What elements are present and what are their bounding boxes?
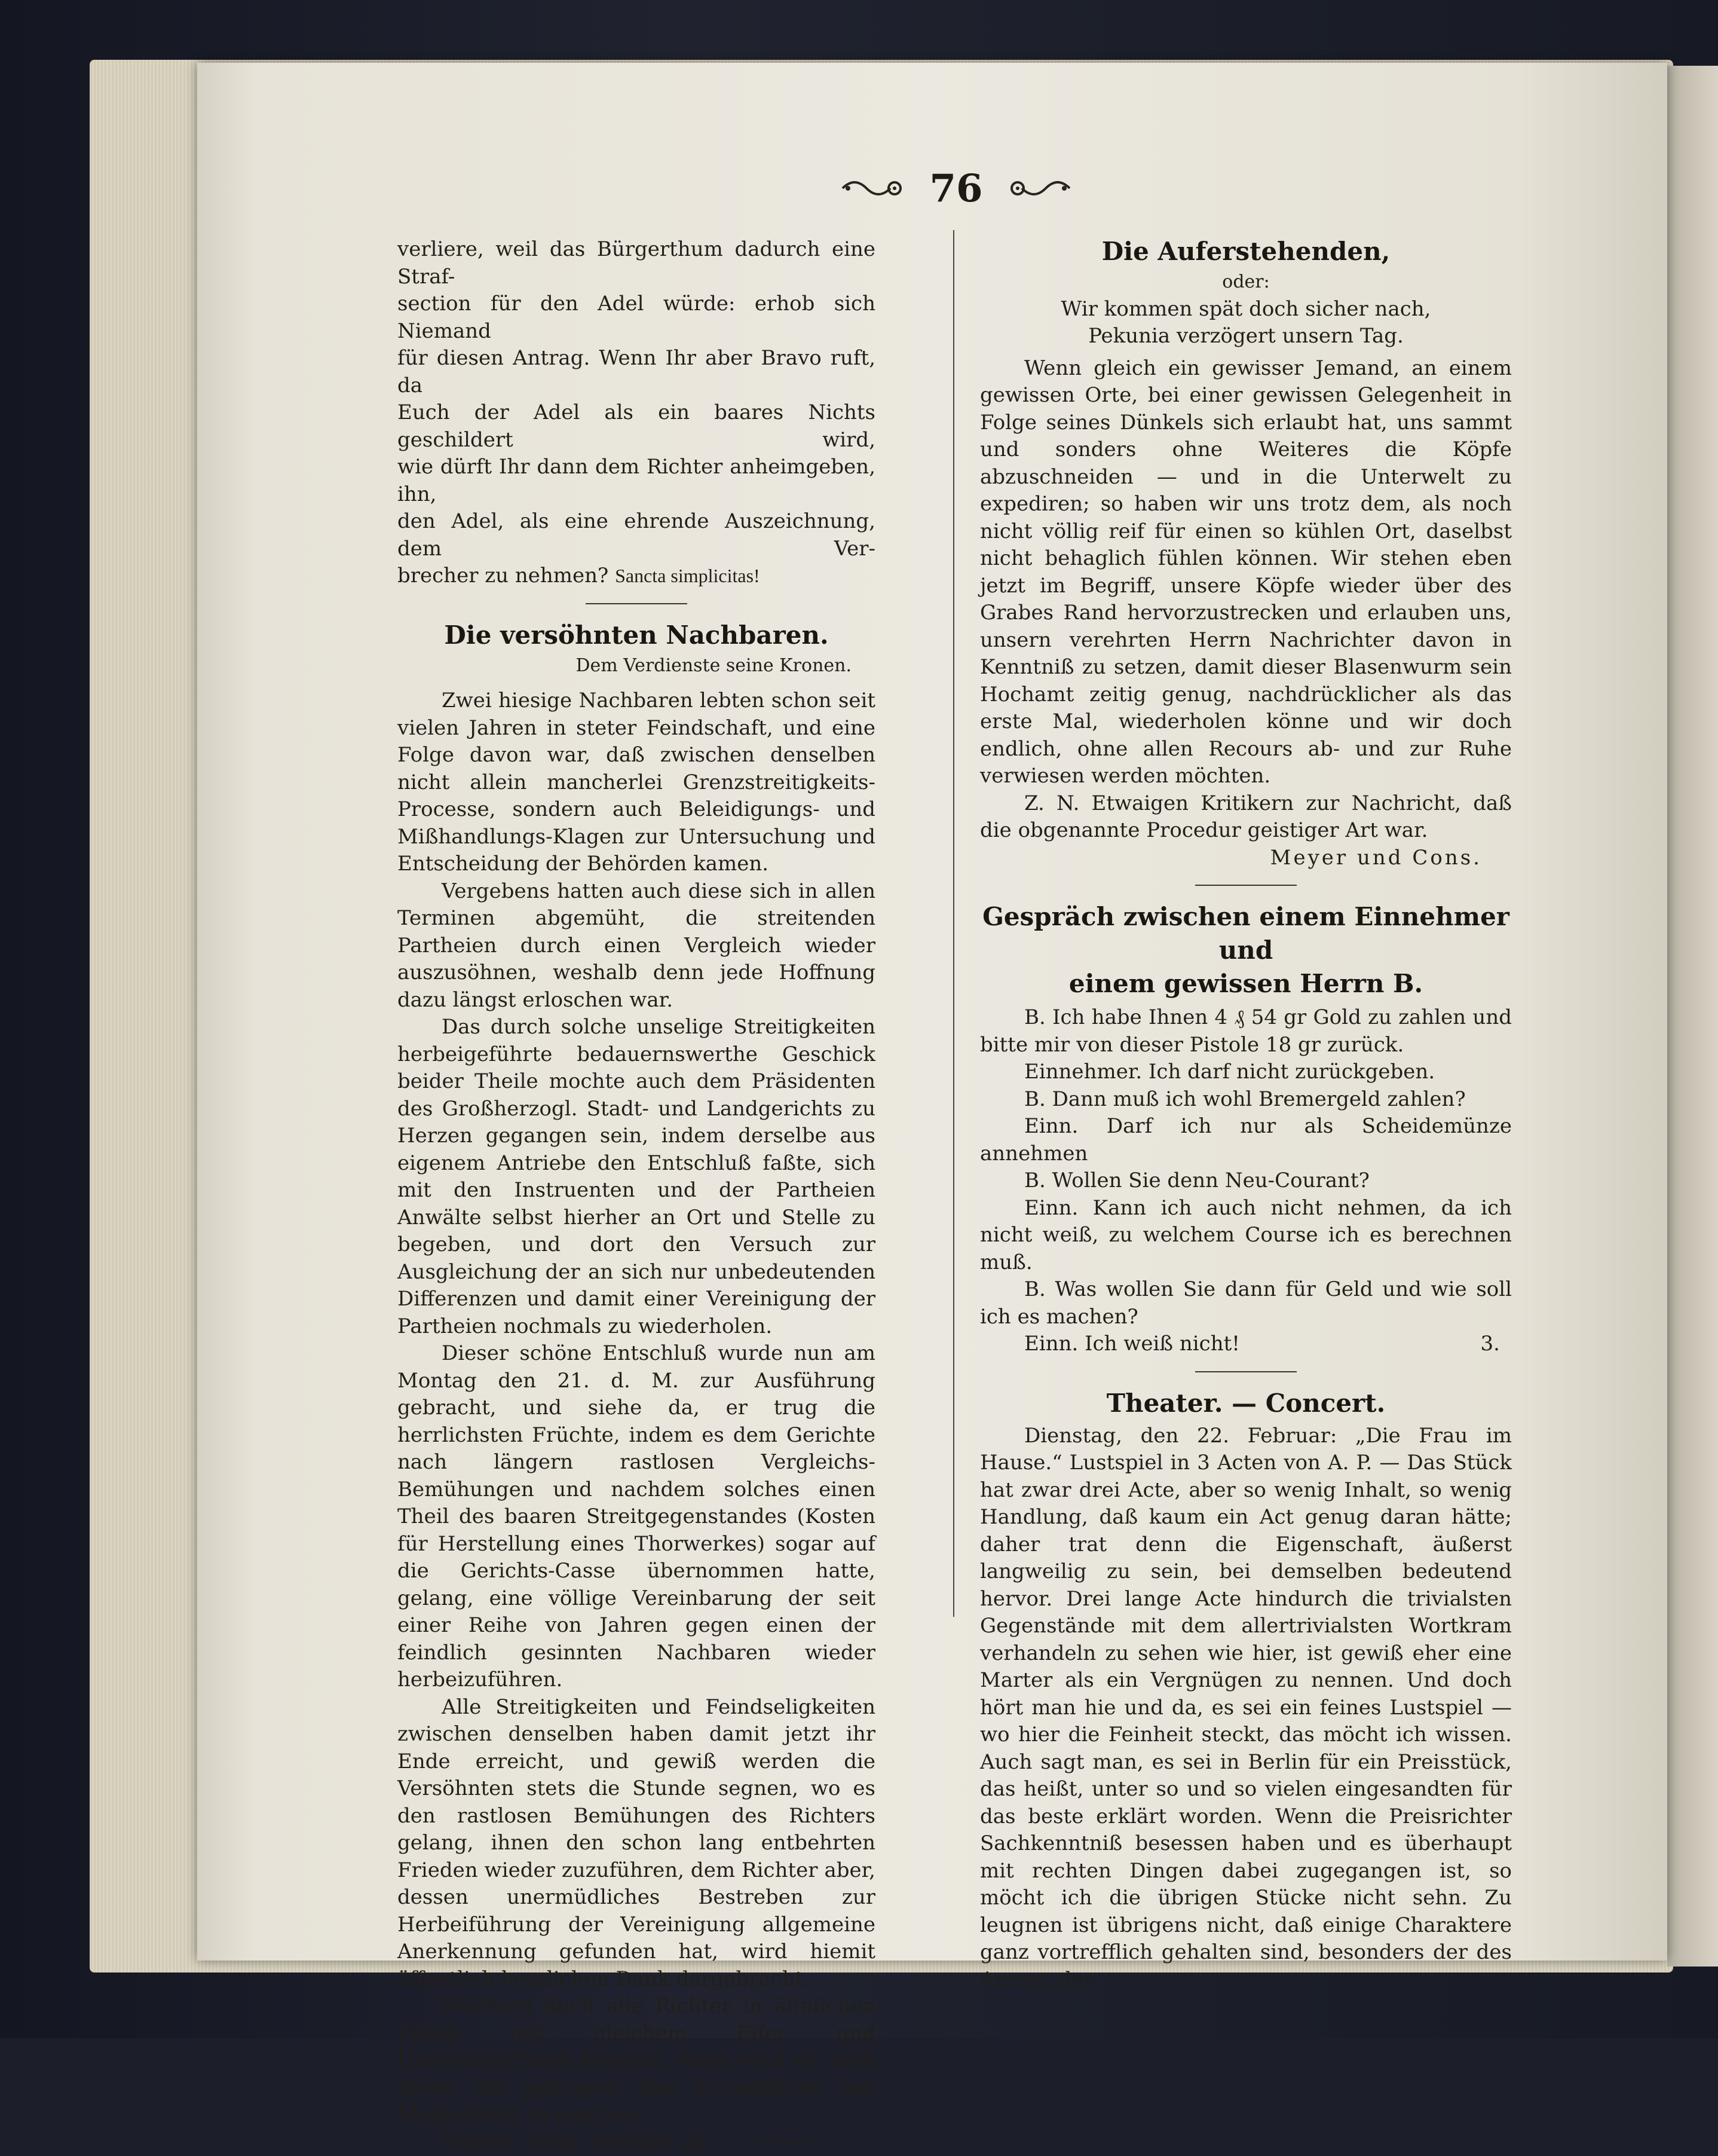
right-column bbox=[980, 236, 1512, 1993]
text-line: wie dürft Ihr dann dem Richter anheimgeben, ihn, bbox=[397, 454, 875, 508]
column-divider bbox=[953, 230, 954, 1617]
article-paragraph: Dieser schöne Entschluß wurde nun am Montag den 21. d. M. zur Ausführung gebracht, und siehe da, er trug die herrlichsten Früchte, indem es dem Gerichte nach längern rastlosen Vergleichs-Bemühungen und nachdem solches einen Theil des baaren Streitgegenstandes (Kosten für Herstellung eines Thorwerkes) sogar auf die Gerichts-Casse übernommen hatte, gelang, eine völlige Vereinbarung der seit einer Reihe von Jahren gegen einen der feindlich gesinnten Nachbaren wieder herbeizuführen. bbox=[397, 1340, 875, 1694]
dialogue-line: Einn. Kann ich auch nicht nehmen, da ich nicht weiß, zu welchem Course ich es berechnen muß. bbox=[980, 1195, 1512, 1277]
article-title-line: einem gewissen Herrn B. bbox=[980, 967, 1512, 1001]
page-number: 76 bbox=[929, 166, 982, 211]
dialogue-line: B. Wollen Sie denn Neu-Courant? bbox=[980, 1167, 1512, 1195]
article-title: Die Auferstehenden, bbox=[980, 235, 1512, 268]
dialogue-line: Einnehmer. Ich darf nicht zurückgeben. bbox=[980, 1059, 1512, 1086]
text-line: für diesen Antrag. Wenn Ihr aber Bravo ruft, da bbox=[397, 345, 875, 399]
article-title-line: Gespräch zwischen einem Einnehmer und bbox=[980, 900, 1512, 967]
article-paragraph: Möchten doch alle Richter in ähnlichen Fällen mit gleichem Eifer und Unermüdlichkeit handeln, dann wird es auch ihnen oft gelingen, das Unmögliche zur Möglichkeit zu machen. bbox=[397, 1993, 875, 2129]
dialogue-line: B. Was wollen Sie dann für Geld und wie soll ich es machen? bbox=[980, 1276, 1512, 1331]
text-line: section für den Adel würde: erhob sich Niemand bbox=[397, 290, 875, 345]
dialogue-signature: 3. bbox=[1481, 1331, 1512, 1358]
article-motto: Dem Verdienste seine Kronen. bbox=[397, 652, 875, 680]
left-column bbox=[397, 236, 875, 2156]
author-signature: —n— bbox=[756, 2129, 875, 2156]
text-line-last bbox=[397, 562, 875, 590]
text-fragment: brecher zu nehmen? bbox=[397, 564, 608, 588]
section-separator bbox=[1195, 1371, 1297, 1372]
section-separator bbox=[586, 603, 687, 604]
page-header bbox=[825, 161, 1088, 215]
article-subtitle: Wir kommen spät doch sicher nach, bbox=[980, 296, 1512, 323]
text-line: den Adel, als eine ehrende Auszeichnung, dem Ver- bbox=[397, 508, 875, 562]
article-note: Z. N. Etwaigen Kritikern zur Nachricht, daß die obgenannte Procedur geistiger Art war. bbox=[980, 790, 1512, 845]
article-paragraph: Vergebens hatten auch diese sich in allen Terminen abgemüht, die streitenden Partheien durch einen Vergleich wieder auszusöhnen, weshalb denn jede Hoffnung dazu längst erloschen war. bbox=[397, 878, 875, 1014]
left-ornament-icon bbox=[840, 173, 905, 203]
continued-article bbox=[397, 236, 875, 590]
article-subtitle: Pekunia verzögert unsern Tag. bbox=[980, 323, 1512, 350]
dateline: Elsfleth 1848, Februar 24. bbox=[397, 2129, 713, 2156]
dateline-row bbox=[397, 2129, 875, 2156]
text-line: Euch der Adel als ein baares Nichts geschildert wird, bbox=[397, 399, 875, 454]
article-title: Die versöhnten Nachbaren. bbox=[397, 619, 875, 652]
latin-phrase: Sancta simplicitas! bbox=[615, 565, 760, 586]
facing-page-edge bbox=[1667, 66, 1718, 1967]
dialogue-line: B. Ich habe Ihnen 4 ₰ 54 gr Gold zu zahlen und bitte mir von dieser Pistole 18 gr zurück. bbox=[980, 1004, 1512, 1059]
section-separator bbox=[1195, 885, 1297, 886]
article-paragraph: Zwei hiesige Nachbaren lebten schon seit vielen Jahren in steter Feindschaft, und eine Folge davon war, daß zwischen denselben nicht allein mancherlei Grenzstreitigkeits-Processe, sondern auch Beleidigungs- und Mißhandlungs-Klagen zur Untersuchung und Entscheidung der Behörden kamen. bbox=[397, 687, 875, 878]
article-signature: Meyer und Cons. bbox=[980, 845, 1512, 872]
article-paragraph: Dienstag, den 22. Februar: „Die Frau im Hause.“ Lustspiel in 3 Acten von A. P. — Das Stück hat zwar drei Acte, aber so wenig Inhalt, so wenig Handlung, daß kaum ein Act genug daran hätte; daher trat denn die Eigenschaft, äußerst langweilig zu sein, bei demselben bedeutend hervor. Drei lange Acte hindurch die trivialsten Gegenstände mit dem allertrivialsten Wortkram verhandeln zu sehen wie hier, ist gewiß eher eine Marter als ein Vergnügen zu nennen. Und doch hört man hie und da, es sei ein feines Lustspiel — wo hier die Feinheit steckt, das möcht ich wissen. Auch sagt man, es sei in Berlin für ein Preisstück, das heißt, unter so und so vielen eingesandten für das beste erklärt worden. Wenn die Preisrichter Sachkenntniß besessen haben und es überhaupt mit rechten Dingen dabei zugegangen ist, so möcht ich die übrigen Stücke nicht sehn. Zu leugnen ist übrigens nicht, daß einige Charaktere ganz vortrefflich gehalten sind, besonders der des Arztes, den bbox=[980, 1423, 1512, 1994]
right-ornament-icon bbox=[1007, 173, 1073, 203]
article-oder: oder: bbox=[980, 268, 1512, 296]
article-paragraph: Wenn gleich ein gewisser Jemand, an einem gewissen Orte, bei einer gewissen Gelegenheit in Folge seines Dünkels sich erlaubt hat, uns sammt und sonders ohne Weiteres die Köpfe abzuschneiden — und in die Unterwelt zu expediren; so haben wir uns trotz dem, als noch nicht völlig reif für einen so kühlen Ort, daselbst nicht behaglich fühlen können. Wir stehen eben jetzt im Begriff, unsere Köpfe wieder über des Grabes Rand hervorzustrecken und erlauben uns, unsern verehrten Herrn Nachrichter davon in Kenntniß zu setzen, damit dieser Blasenwurm sein Hochamt zeitig genug, nachdrücklicher als das erste Mal, wiederholen könne und wir doch endlich, ohne allen Recours ab- und zur Ruhe verwiesen werden möchten. bbox=[980, 355, 1512, 790]
article-paragraph: Alle Streitigkeiten und Feindseligkeiten zwischen denselben haben damit jetzt ihr Ende erreicht, und gewiß werden die Versöhnten stets die Stunde segnen, wo es den rastlosen Bemühungen des Richters gelang, ihnen den schon lang entbehrten Frieden wieder zuzuführen, dem Richter aber, dessen unermüdliches Bestreben zur Herbeiführung der Vereinigung allgemeine Anerkennung gefunden hat, wird hiemit öffentlich herzlichen Dank dargebracht. bbox=[397, 1694, 875, 1993]
article-title: Theater. — Concert. bbox=[980, 1387, 1512, 1420]
dialogue-line: Einn. Darf ich nur als Scheidemünze annehmen bbox=[980, 1113, 1512, 1167]
article-paragraph: Das durch solche unselige Streitigkeiten herbeigeführte bedauernswerthe Geschick beider Theile mochte auch dem Präsidenten des Großherzogl. Stadt- und Landgerichts zu Herzen gegangen sein, indem derselbe aus eigenem Antriebe den Entschluß faßte, sich mit den Instruenten und der Partheien Anwälte selbst hierher an Ort und Stelle zu begeben, und dort den Versuch zur Ausgleichung der an sich nur unbedeutenden Differenzen und damit einer Vereinigung der Partheien nochmals zu wiederholen. bbox=[397, 1014, 875, 1340]
dialogue-line: B. Dann muß ich wohl Bremergeld zahlen? bbox=[980, 1086, 1512, 1114]
dialogue-line: Einn. Ich weiß nicht! bbox=[980, 1331, 1240, 1358]
dialogue-last-row bbox=[980, 1331, 1512, 1358]
text-line: verliere, weil das Bürgerthum dadurch eine Straf- bbox=[397, 236, 875, 290]
